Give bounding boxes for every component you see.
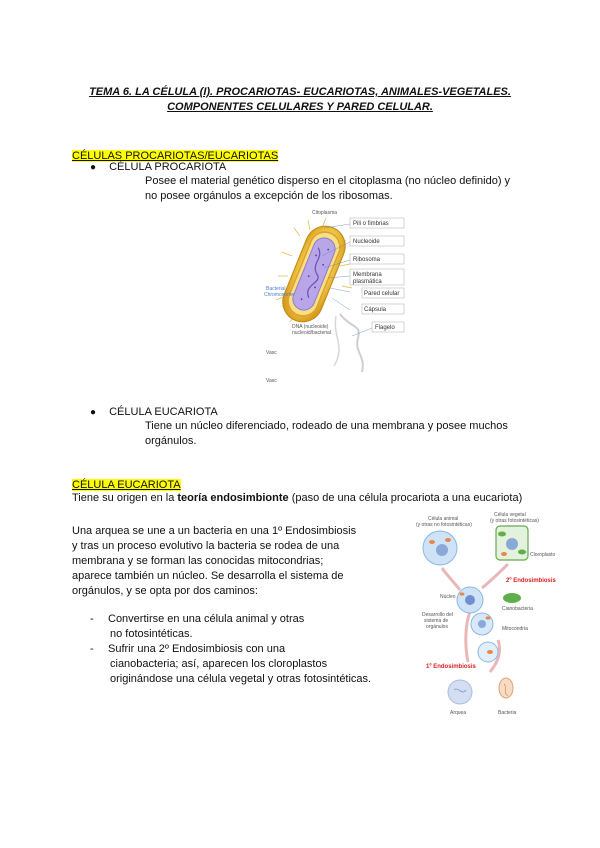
- label-arquea: Arquea: [450, 710, 467, 716]
- label-animal-1: Célula animal: [428, 516, 459, 522]
- label-chromosome: Chromosome: [264, 292, 295, 298]
- label-dna: DNA (nucleoide): [292, 324, 329, 330]
- option-animal-line-2: no fotosintéticas.: [110, 628, 193, 640]
- bullet-eukaryote-label: CÉLULA EUCARIOTA: [109, 406, 218, 418]
- label-endo-2: 2º Endosimbiosis: [506, 578, 556, 584]
- flagellum-line: [340, 314, 363, 372]
- label-flagelo: Flagelo: [375, 325, 395, 331]
- eukaryote-desc-line-1: Tiene un núcleo diferenciado, rodeado de una membrana y posee muchos: [145, 420, 508, 432]
- dash: -: [90, 643, 94, 655]
- label-corner-2: Vasc: [266, 378, 277, 384]
- para-line-1: Una arquea se une a un bacteria en una 1º Endosimbiosis: [72, 525, 357, 537]
- label-desarrollo-2: sistema de: [424, 618, 449, 624]
- bottom-cell: [478, 642, 498, 662]
- option-plant-line-1: Sufrir una 2º Endosimbiosis con una: [108, 643, 286, 655]
- para-line-3: membrana y se forman las conocidas mitocondrias;: [72, 555, 324, 567]
- bullet-prokaryote-label: CÉLULA PROCARIOTA: [109, 161, 227, 173]
- bullet-icon: ●: [90, 162, 97, 173]
- arrow-to-animal: [442, 568, 460, 590]
- label-desarrollo-1: Desarrollo del: [422, 612, 453, 618]
- section-heading-prokaryote-eukaryote: CÉLULAS PROCARIOTAS/EUCARIOTAS: [72, 150, 279, 162]
- label-corner-1: Vasc: [266, 350, 277, 356]
- bullet-prokaryote: [90, 160, 226, 175]
- document-title: [60, 85, 540, 115]
- arrow-up: [466, 612, 470, 662]
- label-plasmatica: plasmática: [353, 279, 382, 285]
- para-line-5: orgánulos, y se opta por dos caminos:: [72, 585, 258, 597]
- label-plant-1: Célula vegetal: [494, 512, 526, 518]
- label-animal-2: (y otras no fotosintéticas): [416, 522, 472, 528]
- animal-cell: [423, 531, 457, 565]
- label-desarrollo-3: orgánulos: [426, 624, 448, 630]
- intro-pre: Tiene su origen en la: [72, 492, 178, 504]
- endosymbiosis-diagram: [398, 512, 556, 722]
- label-bacteria: Bacteria: [498, 710, 517, 716]
- title-line-2: COMPONENTES CELULARES Y PARED CELULAR.: [167, 101, 433, 113]
- flagellum-line-2: [334, 316, 339, 366]
- label-plant-2: (y otras fotosintéticas): [490, 518, 539, 524]
- central-cell: [457, 587, 483, 613]
- intro-post: (paso de una célula procariota a una eucariota): [288, 492, 523, 504]
- label-nucleoid: nucleoid/bacterial: [292, 330, 331, 336]
- option-plant-line-3: originándose una célula vegetal y otras fotosintéticas.: [110, 673, 372, 685]
- label-membrana: Membrana: [353, 272, 382, 278]
- option-animal-line-1: Convertirse en una célula animal y otras: [108, 613, 305, 625]
- option-animal: [90, 612, 390, 642]
- prokaryote-desc-line-2: no posee orgánulos a excepción de los ribosomas.: [145, 190, 393, 202]
- label-bacterial: Bacterial: [266, 286, 286, 292]
- middle-cell: [471, 613, 493, 635]
- section-heading-eukaryote: CÉLULA EUCARIOTA: [72, 479, 181, 491]
- prokaryote-labels: [350, 218, 404, 332]
- label-nucleo: Núcleo: [440, 594, 456, 600]
- endosymbiont-intro: [72, 491, 542, 506]
- arrow-to-plant: [482, 564, 508, 588]
- prokaryote-desc-line-1: Posee el material genético disperso en el citoplasma (no núcleo definido) y: [145, 175, 511, 187]
- para-line-2: y tras un proceso evolutivo la bacteria se rodea de una: [72, 540, 340, 552]
- eukaryote-description: [145, 419, 530, 449]
- label-capsula: Cápsula: [364, 307, 387, 313]
- cell-body: [277, 220, 352, 328]
- label-mitocondria: Mitocondria: [502, 626, 528, 632]
- dash: -: [90, 613, 94, 625]
- archaea-cell: [448, 680, 472, 704]
- prokaryote-description: [145, 174, 530, 204]
- endosymbiosis-paragraph: [72, 524, 372, 599]
- label-cianobacteria: Cianobacteria: [502, 606, 533, 612]
- bullet-eukaryote: [90, 405, 218, 420]
- option-plant-line-2: cianobacteria; así, aparecen los cloroplastos: [110, 658, 328, 670]
- label-pared-celular: Pared celular: [364, 291, 400, 297]
- label-endo-1: 1º Endosimbiosis: [426, 664, 476, 670]
- label-cloroplasto: Cloroplasto: [530, 552, 556, 558]
- cyanobacteria: [503, 593, 521, 603]
- prokaryote-cell-diagram: [262, 206, 408, 386]
- bacteria-cell: [499, 678, 513, 698]
- plant-cell: [496, 526, 528, 560]
- title-line-1: TEMA 6. LA CÉLULA (I). PROCARIOTAS- EUCARIOTAS, ANIMALES-VEGETALES.: [89, 86, 511, 98]
- label-ribosoma: Ribosoma: [353, 257, 381, 263]
- label-nucleoide: Nucleoide: [353, 239, 380, 245]
- label-citoplasma: Citoplasma: [312, 210, 338, 216]
- bullet-icon: ●: [90, 407, 97, 418]
- eukaryote-desc-line-2: orgánulos.: [145, 435, 197, 447]
- label-pili: Pili o fimbrias: [353, 221, 389, 227]
- option-plant: [90, 642, 390, 687]
- intro-bold: teoría endosimbionte: [177, 492, 289, 504]
- para-line-4: aparece también un núcleo. Se desarrolla el sistema de: [72, 570, 344, 582]
